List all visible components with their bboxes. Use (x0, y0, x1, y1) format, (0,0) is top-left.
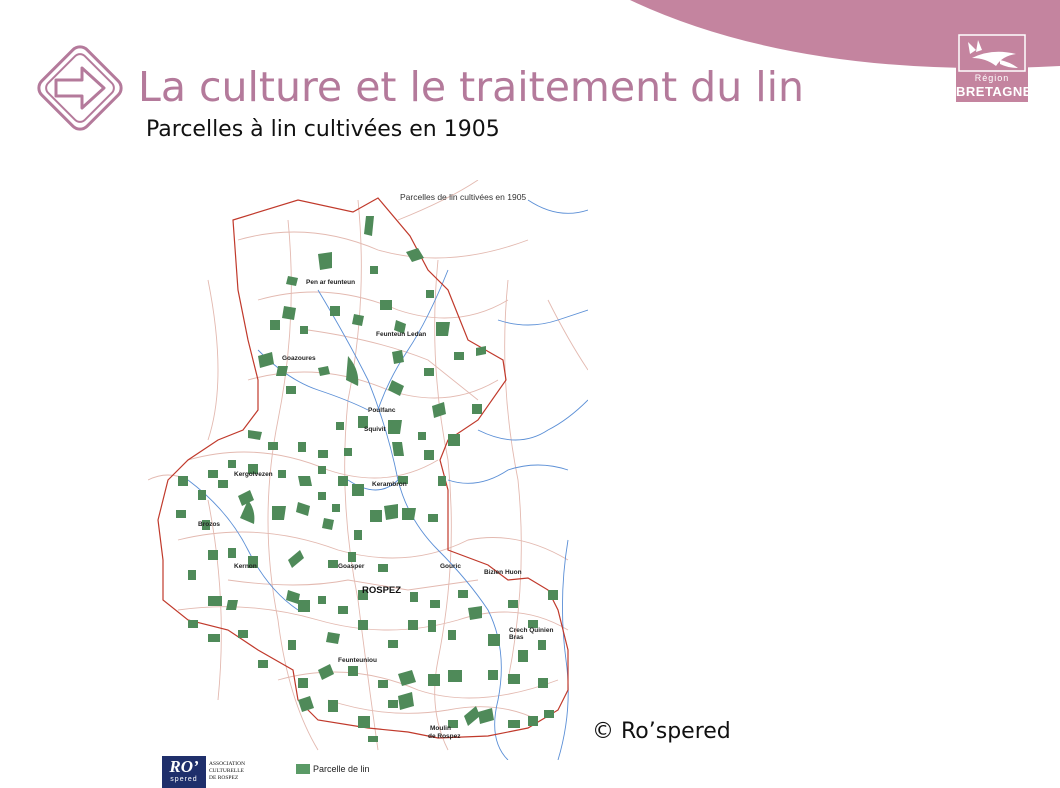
place-label: Feunteuniou (338, 657, 377, 664)
place-label: Kerambron (372, 481, 407, 488)
association-name-line: CULTURELLE (209, 768, 244, 774)
place-label: Crech Quinien (509, 627, 554, 634)
place-label: Squivit (364, 426, 386, 433)
place-label: Goasper (338, 563, 365, 570)
legend-label: Parcelle de lin (313, 764, 370, 774)
legend-swatch (296, 764, 310, 774)
rospered-logo-main: RO’ (169, 757, 199, 776)
page-subtitle: Parcelles à lin cultivées en 1905 (146, 117, 500, 142)
place-label: Bizien Huon (484, 569, 522, 576)
region-bretagne-logo (956, 32, 1032, 102)
page-title: La culture et le traitement du lin (138, 63, 804, 111)
place-label: Kernon (234, 563, 257, 570)
place-label: de Rospez (428, 733, 461, 740)
main-town-label: ROSPEZ (362, 585, 402, 596)
rospered-logo-sub: spered (170, 776, 198, 783)
region-label-small: Région (974, 73, 1010, 83)
place-label: Goazoures (282, 355, 316, 362)
place-label: Pen ar feunteun (306, 279, 356, 286)
arrow-logo-icon (32, 40, 128, 136)
place-label: Poulfanc (368, 407, 396, 414)
place-label: Gouric (440, 563, 461, 570)
place-label: Moulin (430, 725, 451, 732)
place-label: Brozos (198, 521, 221, 528)
association-name-line: ASSOCIATION (209, 761, 246, 767)
region-label-big: BRETAGNE (956, 84, 1032, 99)
rospered-logo (162, 756, 206, 788)
copyright-text: © Ro’spered (592, 719, 731, 744)
place-label: Kergolvezen (234, 471, 273, 478)
association-name (209, 761, 279, 782)
flax-parcels-map (148, 180, 588, 760)
place-label: Feunteun Ledan (376, 331, 427, 338)
place-label: Bras (509, 634, 524, 641)
association-name-line: DE ROSPEZ (209, 775, 239, 781)
map-inner-title: Parcelles de lin cultivées en 1905 (400, 192, 527, 202)
